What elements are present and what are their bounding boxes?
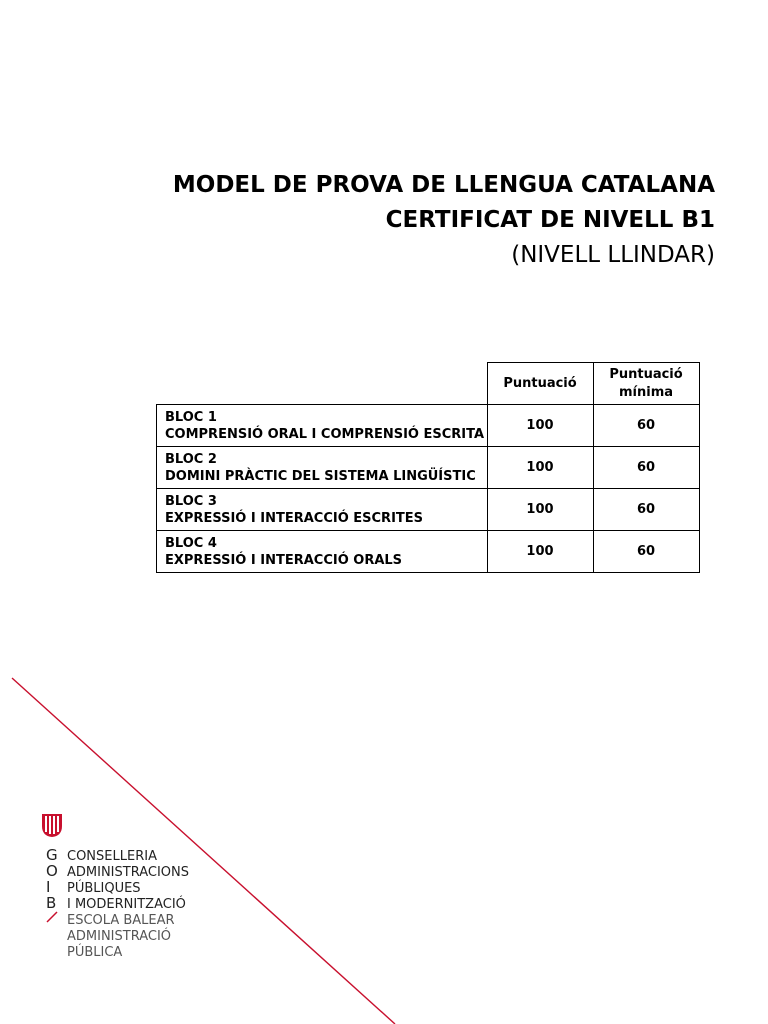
bloc-name: COMPRENSIÓ ORAL I COMPRENSIÓ ESCRITA: [165, 426, 485, 442]
score-cell: 100: [487, 531, 593, 573]
header-score: Puntuació: [487, 363, 593, 405]
dept-line-3: PÚBLIQUES: [67, 881, 141, 896]
bloc-name: EXPRESSIÓ I INTERACCIÓ ESCRITES: [165, 510, 424, 526]
school-line-2: ADMINISTRACIÓ: [67, 929, 172, 944]
score-cell: 100: [487, 447, 593, 489]
min-score-cell: 60: [593, 447, 699, 489]
red-slash-icon: [46, 911, 58, 923]
header-min-line1: Puntuació: [609, 366, 683, 382]
min-score-cell: 60: [593, 531, 699, 573]
title-line-3: (NIVELL LLINDAR): [511, 242, 715, 268]
bloc-label: BLOC 2: [165, 451, 217, 467]
bloc-name: DOMINI PRÀCTIC DEL SISTEMA LINGÜÍSTIC: [165, 468, 476, 484]
bloc-label: BLOC 3: [165, 493, 217, 509]
school-line-1: ESCOLA BALEAR: [67, 913, 175, 928]
goib-letter-o: O: [46, 862, 58, 880]
bloc-name: EXPRESSIÓ I INTERACCIÓ ORALS: [165, 552, 403, 568]
school-line-3: PÚBLICA: [67, 945, 123, 960]
goib-letter-i: I: [46, 878, 51, 896]
goib-letter-b: B: [46, 894, 57, 912]
goib-logo: [40, 812, 63, 838]
goib-letter-g: G: [46, 846, 58, 864]
dept-line-4: I MODERNITZACIÓ: [67, 897, 186, 912]
dept-line-1: CONSELLERIA: [67, 849, 157, 864]
header-min-line2: mínima: [618, 384, 674, 400]
title-line-1: MODEL DE PROVA DE LLENGUA CATALANA: [172, 172, 715, 198]
min-score-cell: 60: [593, 489, 699, 531]
title-line-2: CERTIFICAT DE NIVELL B1: [385, 207, 715, 233]
score-cell: 100: [487, 489, 593, 531]
dept-line-2: ADMINISTRACIONS: [67, 865, 189, 880]
bloc-label: BLOC 1: [165, 409, 217, 425]
score-cell: 100: [487, 405, 593, 447]
min-score-cell: 60: [593, 405, 699, 447]
bloc-label: BLOC 4: [165, 535, 217, 551]
coat-of-arms-icon: [41, 812, 63, 838]
